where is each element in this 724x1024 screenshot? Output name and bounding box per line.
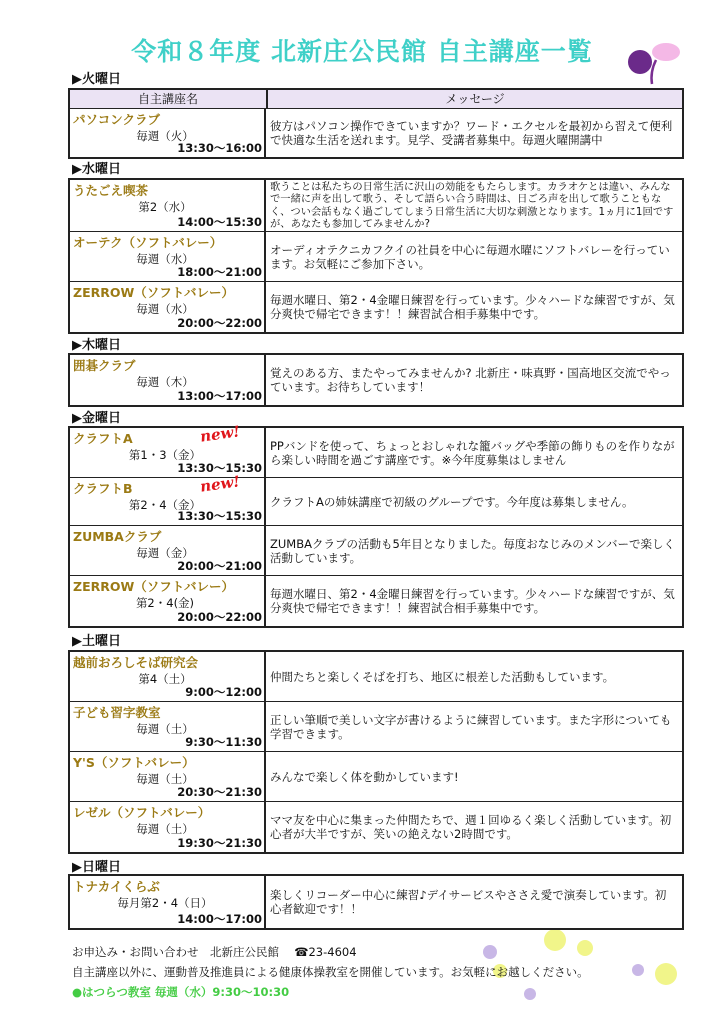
message-cell <box>266 428 682 477</box>
contact-line <box>72 944 357 960</box>
course-name: ZUMBAクラブ <box>73 529 162 544</box>
day-heading: ▶火曜日 <box>72 72 121 87</box>
day-heading: ▶土曜日 <box>72 634 121 649</box>
course-frequency: 毎週（木） <box>136 375 194 389</box>
course-time: 13:00～17:00 <box>177 389 262 403</box>
course-message: 正しい筆順で美しい文字が書けるように練習しています。また字形についても学習できます。 <box>270 712 672 741</box>
table-row <box>70 180 682 232</box>
course-frequency: 毎週（水） <box>136 252 194 266</box>
table-row <box>70 232 682 282</box>
course-message: オーディオテクニカフクイの社員を中心に毎週水曜にソフトバレーを行っています。お気軽にご参加下さい。 <box>270 242 670 271</box>
table-row <box>70 802 682 852</box>
course-message: 楽しくリコーダー中心に練習♪デイサービスやささえ愛で演奏しています。初心者歓迎です！！ <box>270 888 667 916</box>
course-time: 13:30～15:30 <box>177 461 262 475</box>
course-message: みんなで楽しく体を動かしています! <box>270 769 459 784</box>
table-row <box>70 526 682 576</box>
phone-number: ☎23-4604 <box>294 945 357 959</box>
contact-label: お申込み・お問い合わせ 北新庄公民館 <box>72 945 279 959</box>
header-course-name: 自主講座名 <box>70 90 268 108</box>
table-row <box>70 472 682 526</box>
course-message: 歌うことは私たちの日常生活に沢山の効能をもたらします。カラオケとは違い、みんなで一緒に声を出して歌う、そして語らい合う時間は、日ごろ声を出して歌うこともなく、つい会話もなく過ごしてしまう日常生活に大切な刺激となります。1ヵ月に1回ですが、あなたも参加してみませんか? <box>270 180 674 230</box>
footer-notice: 自主講座以外に、運動普及推進員による健康体操教室を開催しています。お気軽にお越しください。 <box>72 965 589 979</box>
course-time: 9:00～12:00 <box>185 685 262 699</box>
course-frequency: 第2・4（金） <box>128 498 202 512</box>
table-row <box>70 282 682 332</box>
course-info-cell <box>70 802 266 852</box>
new-badge: new! <box>198 472 242 496</box>
course-frequency: 毎週（金） <box>136 546 194 560</box>
table-row <box>70 876 682 928</box>
course-info-cell <box>70 282 266 332</box>
course-frequency: 毎週（土） <box>136 722 194 736</box>
message-cell <box>266 652 682 701</box>
course-frequency: 毎週（火） <box>136 129 194 143</box>
course-info-cell <box>70 355 266 405</box>
course-message: クラフトAの姉妹講座で初級のグループです。今年度は募集しません。 <box>270 494 634 509</box>
course-frequency: 毎月第2・4（日） <box>117 896 213 910</box>
course-time: 18:00～21:00 <box>177 265 262 279</box>
course-time: 13:30～15:30 <box>177 509 262 523</box>
message-cell <box>266 526 682 575</box>
message-cell <box>266 802 682 852</box>
course-name: トナカイくらぶ <box>73 879 160 894</box>
course-table <box>68 422 684 628</box>
message-cell <box>266 876 682 928</box>
day-heading: ▶金曜日 <box>72 411 121 426</box>
course-table <box>68 88 684 159</box>
course-message: 彼方はパソコン操作できていますか？ワード・エクセルを最初から習えて便利で快適な生活を送れます。見学、受講者募集中。毎週火曜開講中 <box>270 119 673 147</box>
course-frequency: 毎週（土） <box>136 822 194 836</box>
new-badge: new! <box>198 422 242 446</box>
course-message: 毎週水曜日、第2・4金曜日練習を行っています。少々ハードな練習ですが、気分爽快で帰宅できます！！練習試合相手募集中です。 <box>270 293 675 321</box>
table-row <box>70 109 682 157</box>
course-info-cell <box>70 576 266 626</box>
course-info-cell <box>70 526 266 575</box>
course-frequency: 毎週（土） <box>136 772 194 786</box>
course-frequency: 第1・3（金） <box>128 448 202 462</box>
message-cell <box>266 232 682 281</box>
course-table <box>68 178 684 334</box>
course-info-cell <box>70 876 266 928</box>
message-cell <box>266 576 682 626</box>
course-message: PPバンドを使って、ちょっとおしゃれな籠バッグや季節の飾りものを作りながら楽しい時間を過ごす講座です。※今年度募集はしません <box>270 438 675 467</box>
message-cell <box>266 702 682 751</box>
course-name: ZERROW（ソフトバレー） <box>73 579 235 594</box>
course-table <box>68 874 684 930</box>
course-time: 14:00～15:30 <box>177 215 262 229</box>
table-row <box>70 576 682 626</box>
message-cell <box>266 478 682 525</box>
course-time: 14:00～17:00 <box>177 912 262 926</box>
course-table <box>68 650 684 854</box>
course-name: クラフトA <box>73 431 133 446</box>
message-cell <box>266 355 682 405</box>
course-time: 13:30～16:00 <box>177 141 262 155</box>
course-time: 20:00～22:00 <box>177 316 262 330</box>
message-cell <box>266 752 682 801</box>
course-time: 20:30～21:30 <box>177 785 262 799</box>
table-row <box>70 752 682 802</box>
course-name: 越前おろしそば研究会 <box>73 655 199 670</box>
table-header <box>70 90 682 109</box>
table-row <box>70 702 682 752</box>
course-info-cell <box>70 232 266 281</box>
footer-class-info: ●はつらつ教室 毎週（水）9:30～10:30 <box>72 985 290 999</box>
course-name: クラフトB <box>73 481 133 496</box>
course-frequency: 第4（土） <box>138 672 192 686</box>
table-row <box>70 422 682 478</box>
page-title: 令和８年度 北新庄公民館 自主講座一覧 <box>131 37 593 66</box>
course-time: 9:30～11:30 <box>185 735 262 749</box>
course-name: 囲碁クラブ <box>73 358 136 373</box>
message-cell <box>266 109 682 157</box>
course-name: うたごえ喫茶 <box>73 183 149 198</box>
message-cell <box>266 282 682 332</box>
course-time: 20:00～21:00 <box>177 559 262 573</box>
course-message: 覚えのある方、またやってみませんか? 北新庄・味真野・国高地区交流でやっています。お待ちしています！ <box>270 366 671 394</box>
course-name: オーテク（ソフトバレー） <box>73 235 223 250</box>
course-info-cell <box>70 422 266 477</box>
course-info-cell <box>70 702 266 751</box>
header-message: メッセージ <box>445 92 505 106</box>
message-cell <box>266 180 682 231</box>
table-row <box>70 355 682 405</box>
day-heading: ▶木曜日 <box>72 338 121 353</box>
day-heading: ▶水曜日 <box>72 162 121 177</box>
course-time: 19:30～21:30 <box>177 836 262 850</box>
course-name: ZERROW（ソフトバレー） <box>73 285 235 300</box>
course-frequency: 毎週（水） <box>136 302 194 316</box>
course-info-cell <box>70 752 266 801</box>
course-info-cell <box>70 180 266 231</box>
course-frequency: 第2・4(金) <box>135 596 195 610</box>
course-name: パソコンクラブ <box>73 112 161 127</box>
course-message: ZUMBAクラブの活動も5年目となりました。毎度おなじみのメンバーで楽しく活動しています。 <box>270 536 675 565</box>
course-name: レゼル（ソフトバレー） <box>73 805 211 820</box>
course-table <box>68 353 684 407</box>
flower-decoration-icon <box>620 38 690 88</box>
course-info-cell <box>70 652 266 701</box>
course-message: 毎週水曜日、第2・4金曜日練習を行っています。少々ハードな練習ですが、気分爽快で帰宅できます！！練習試合相手募集中です。 <box>270 587 675 615</box>
course-name: Y'S（ソフトバレー） <box>73 755 195 770</box>
course-info-cell <box>70 472 266 525</box>
table-row <box>70 652 682 702</box>
course-name: 子ども習字教室 <box>73 705 161 720</box>
course-frequency: 第2（水） <box>138 200 192 214</box>
course-time: 20:00～22:00 <box>177 610 262 624</box>
course-info-cell <box>70 109 266 157</box>
course-message: ママ友を中心に集まった仲間たちで、週１回ゆるく楽しく活動しています。初心者が大半ですが、笑いの絶えない2時間です。 <box>270 813 672 841</box>
course-message: 仲間たちと楽しくそばを打ち、地区に根差した活動もしています。 <box>270 669 615 684</box>
day-heading: ▶日曜日 <box>72 860 121 875</box>
